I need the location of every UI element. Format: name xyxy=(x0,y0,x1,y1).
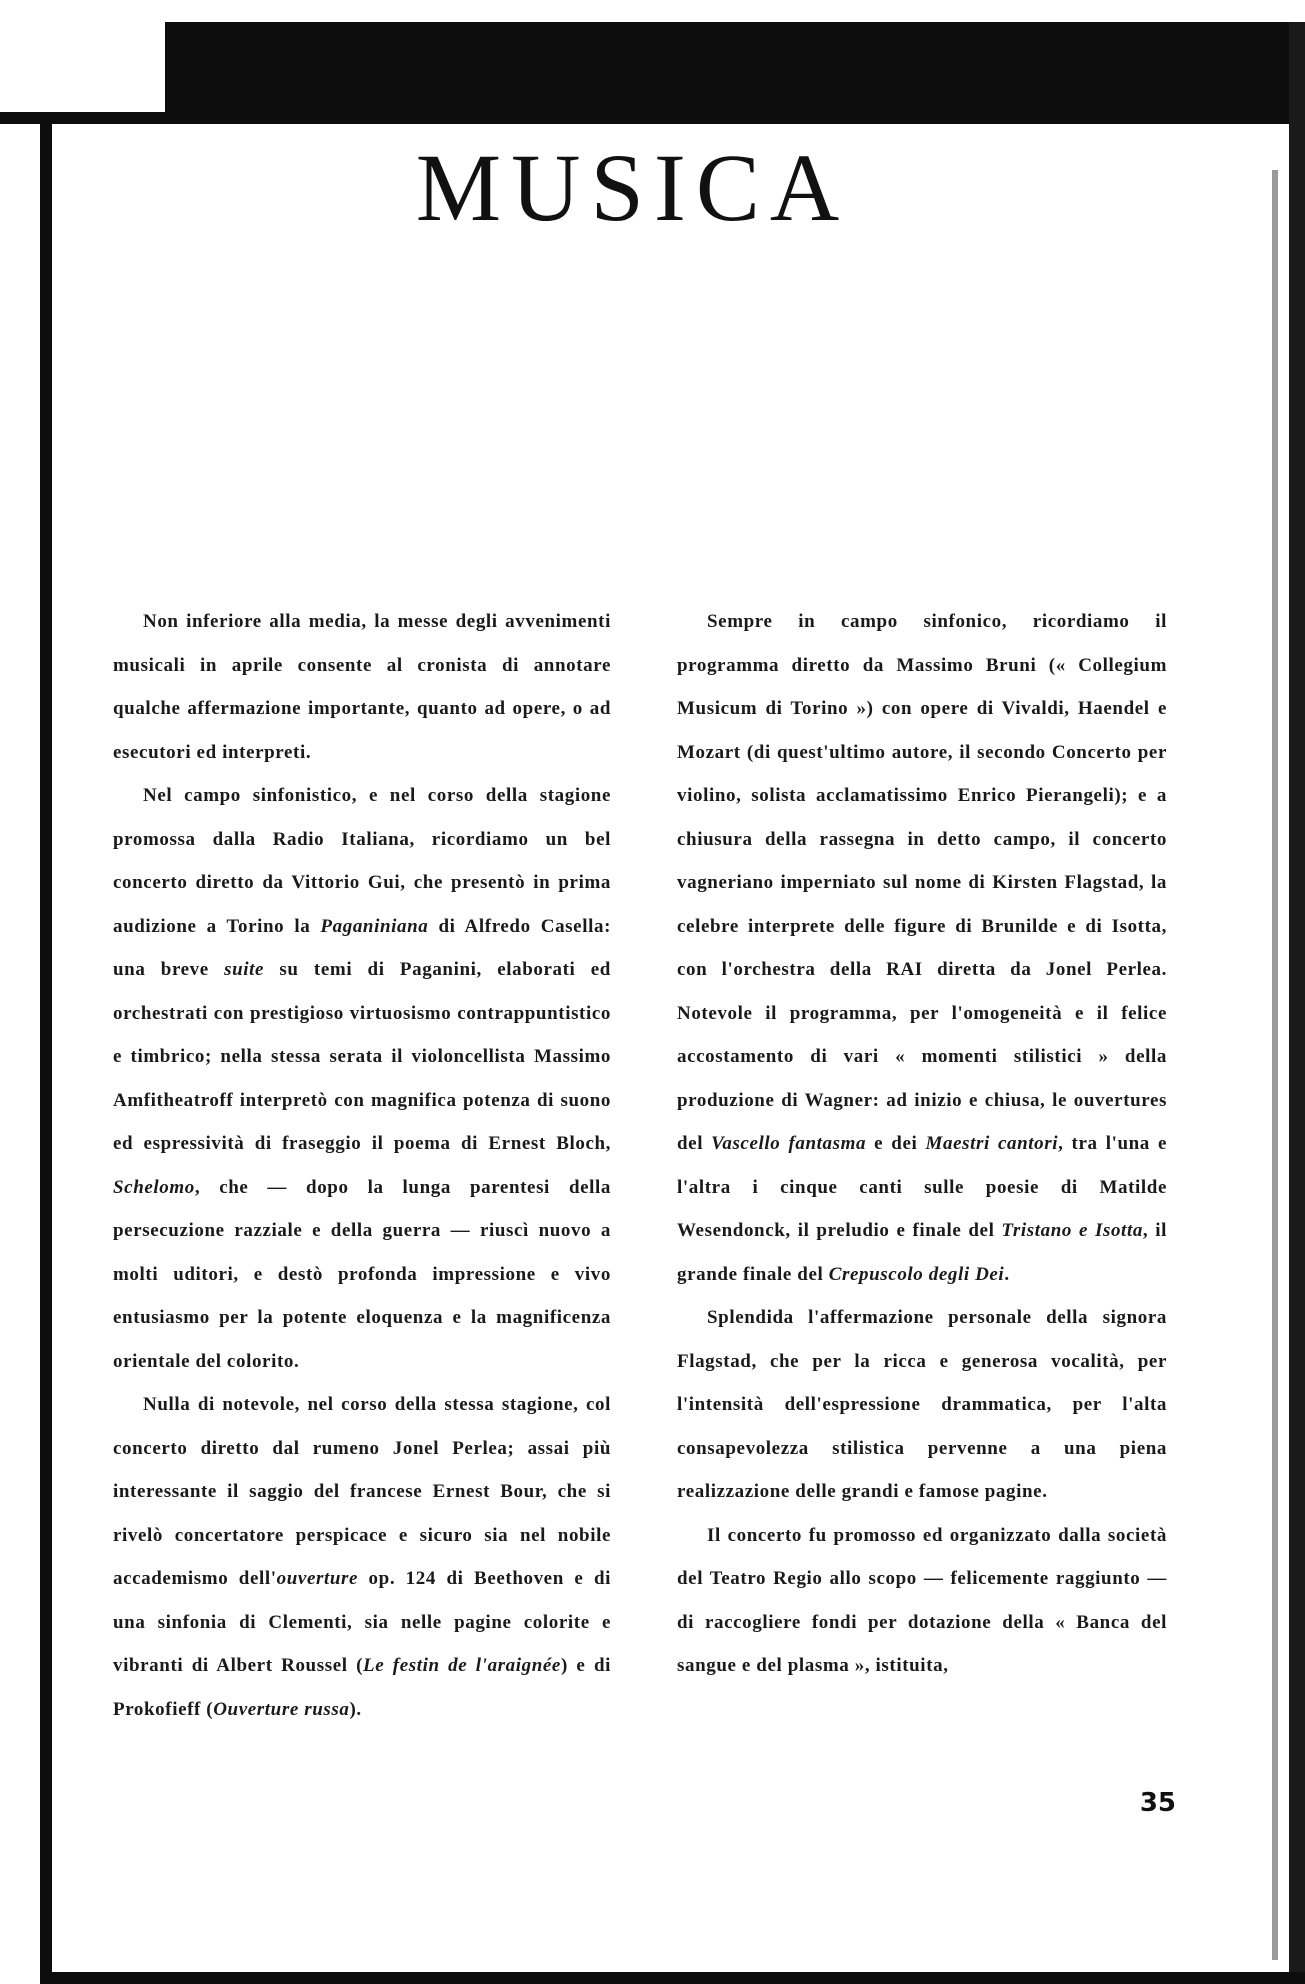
paragraph-text: Nulla di notevole, nel corso della stessa stagione, col concerto diretto dal rumeno Jonel Perlea; assai più interessante il saggio del francese Ernest Bour, che si rivelò concertatore perspicace e sicuro sia nel nobile accademismo dell' xyxy=(113,1394,611,1589)
scan-margin-top xyxy=(0,0,1305,22)
paragraph-text: . xyxy=(1004,1263,1010,1285)
left-rule xyxy=(40,112,52,1984)
paragraph-text: di Alfredo Casella: una breve xyxy=(113,915,611,980)
page-number: 35 xyxy=(1139,1788,1176,1818)
paragraph-text: , il grande finale del xyxy=(677,1220,1167,1285)
paragraph-text: su temi di Paganini, elaborati ed orchestrati con prestigioso virtuosismo contrappuntistico e timbrico; nella stessa serata il violoncellista Massimo Amfitheatroff interpretò con magnifica potenza di suono ed espressività di fraseggio il poema di Ernest Bloch, xyxy=(113,959,611,1154)
work-title: Vascello fantasma xyxy=(711,1133,867,1154)
paragraph xyxy=(677,600,1167,1296)
paragraph-text: op. 124 di Beethoven e di una sinfonia di Clementi, sia nelle pagine colorite e vibranti di Albert Roussel ( xyxy=(113,1568,611,1676)
bottom-rule xyxy=(40,1972,1305,1984)
right-edge-shadow xyxy=(1272,170,1278,1960)
right-edge xyxy=(1289,22,1305,1984)
work-title: Paganiniana xyxy=(320,915,429,937)
paragraph xyxy=(113,1383,611,1731)
work-title: Le festin de l'araignée xyxy=(363,1655,561,1676)
italic-term: suite xyxy=(224,959,265,980)
article-column-right xyxy=(677,600,1167,1688)
header-rule xyxy=(0,112,1305,124)
paragraph-text: ). xyxy=(349,1698,362,1720)
paragraph xyxy=(677,1514,1167,1688)
paragraph-text: Sempre in campo sinfonico, ricordiamo il programma diretto da Massimo Bruni (« Collegium Musicum di Torino ») con opere di Vivaldi, Haendel e Mozart (di quest'ultimo autore, il secondo Concerto per violino, solista acclamatissimo Enrico Pierangeli); e a chiusura della rassegna in detto campo, il concerto vagneriano imperniato sul nome di Kirsten Flagstad, la celebre interprete delle figure di Brunilde e di Isotta, con l'orchestra della RAI diretta da Jonel Perlea. Notevole il programma, per l'omogeneità e il felice accostamento di vari « momenti stilistici » della produzione di Wagner: ad inizio e chiusa, le ouvertures del xyxy=(677,611,1167,1154)
paragraph xyxy=(113,774,611,1383)
paragraph-text: , che — dopo la lunga parentesi della persecuzione razziale e della guerra — riuscì nuovo a molti uditori, e destò profonda impressione e vivo entusiasmo per la potente eloquenza e la magnificenza orientale del colorito. xyxy=(113,1176,611,1372)
work-title: Schelomo xyxy=(113,1176,195,1198)
paragraph-text: ) e di Prokofieff ( xyxy=(113,1655,611,1720)
paragraph-text: Nel campo sinfonistico, e nel corso della stagione promossa dalla Radio Italiana, ricordiamo un bel concerto diretto da Vittorio Gui, che presentò in prima audizione a Torino la xyxy=(113,785,611,937)
paragraph xyxy=(677,1296,1167,1514)
paragraph-text: Splendida l'affermazione personale della signora Flagstad, che per la ricca e generosa vocalità, per l'intensità dell'espressione drammatica, per l'alta consapevolezza stilistica pervenne a una piena realizzazione delle grandi e famose pagine. xyxy=(677,1307,1167,1502)
paragraph-text: e dei xyxy=(866,1133,926,1154)
italic-term: ouverture xyxy=(276,1568,359,1589)
work-title: Crepuscolo degli Dei xyxy=(828,1263,1005,1285)
paragraph-text: Il concerto fu promosso ed organizzato dalla società del Teatro Regio allo scopo — felicemente raggiunto — di raccogliere fondi per dotazione della « Banca del sangue e del plasma », istituita, xyxy=(677,1524,1167,1676)
paragraph-text: Non inferiore alla media, la messe degli avvenimenti musicali in aprile consente al cronista di annotare qualche affermazione importante, quanto ad opere, o ad esecutori ed interpreti. xyxy=(113,611,611,763)
header-band xyxy=(165,22,1305,120)
work-title: Maestri cantori xyxy=(925,1133,1059,1154)
work-title: Tristano e Isotta xyxy=(1001,1220,1143,1241)
paragraph-text: , tra l'una e l'altra i cinque canti sulle poesie di Matilde Wesendonck, il preludio e finale del xyxy=(677,1133,1168,1241)
paragraph xyxy=(113,600,611,774)
article-column-left xyxy=(113,600,611,1731)
work-title: Ouverture russa xyxy=(213,1698,350,1720)
page-title: MUSICA xyxy=(415,134,850,241)
